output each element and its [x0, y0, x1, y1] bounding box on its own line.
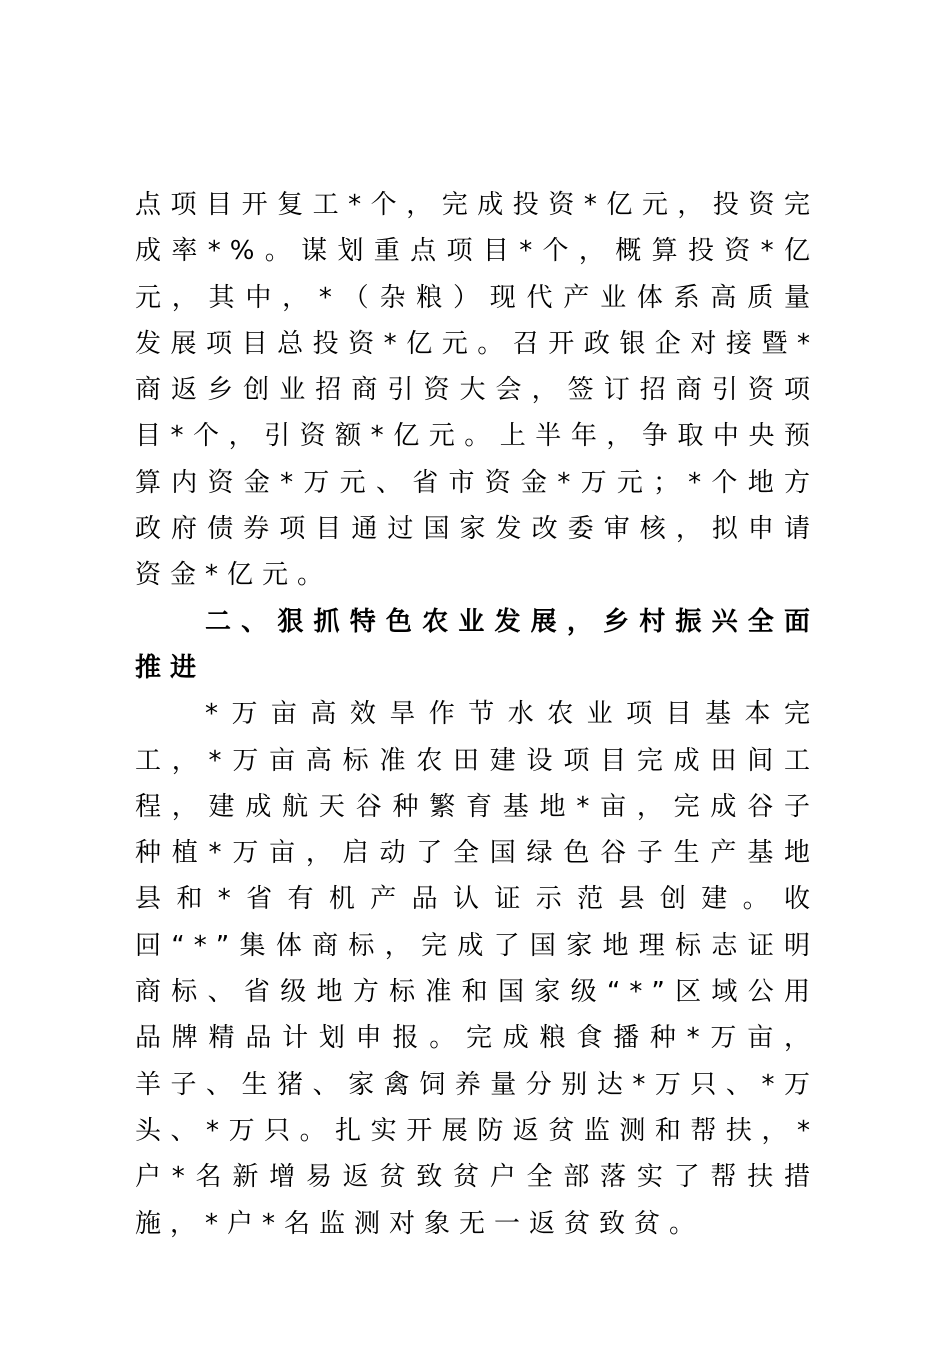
- section-heading-agriculture: 二、狠抓特色农业发展，乡村振兴全面推进: [135, 606, 819, 683]
- body-text: [135, 182, 819, 1247]
- paragraph-agriculture: *万亩高效旱作节水农业项目基本完工，*万亩高标准农田建设项目完成田间工程，建成航天谷种繁育基地*亩，完成谷子种植*万亩，启动了全国绿色谷子生产基地县和*省有机产品认证示范县创建。收回“*”集体商标，完成了国家地理标志证明商标、省级地方标准和国家级“*”区域公用品牌精品计划申报。完成粮食播种*万亩，羊子、生猪、家禽饲养量分别达*万只、*万头、*万只。扎实开展防返贫监测和帮扶，*户*名新增易返贫致贫户全部落实了帮扶措施，*户*名监测对象无一返贫致贫。: [135, 699, 819, 1239]
- paragraph-investment: 点项目开复工*个，完成投资*亿元，投资完成率*%。谋划重点项目*个，概算投资*亿元，其中，*（杂粮）现代产业体系高质量发展项目总投资*亿元。召开政银企对接暨*商返乡创业招商引资大会，签订招商引资项目*个，引资额*亿元。上半年，争取中央预算内资金*万元、省市资金*万元；*个地方政府债券项目通过国家发改委审核，拟申请资金*亿元。: [135, 190, 819, 591]
